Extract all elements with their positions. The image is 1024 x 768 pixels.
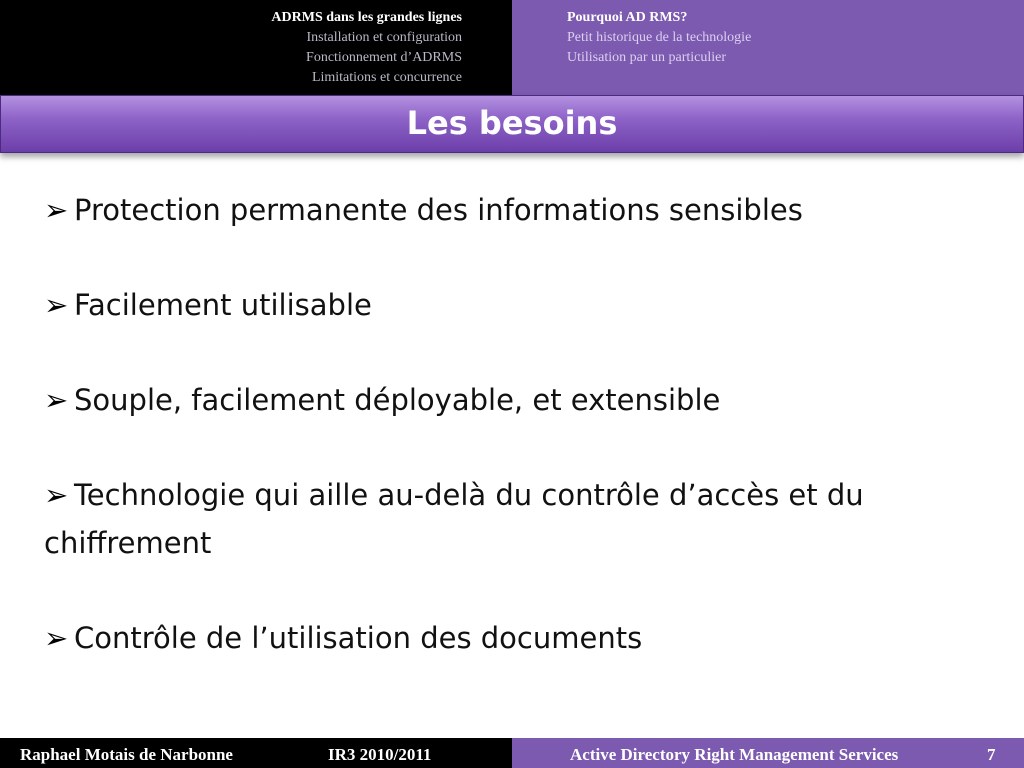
arrow-bullet-icon: ➢ — [44, 478, 69, 512]
bullet-item — [44, 186, 984, 234]
footer-author: Raphael Motais de Narbonne — [20, 745, 233, 764]
nav-panel-left — [0, 0, 512, 95]
slide-title: Les besoins — [406, 104, 618, 142]
nav-list-right — [567, 8, 751, 68]
bullet-item — [44, 376, 984, 424]
bullet-text: Technologie qui aille au-delà du contrôle d’accès et du chiffrement — [44, 478, 864, 560]
bullet-text: Souple, facilement déployable, et extensible — [74, 383, 721, 417]
nav-item-installation[interactable]: Installation et configuration — [306, 30, 462, 45]
footer-right — [512, 738, 1024, 768]
bullet-item — [44, 281, 984, 329]
nav-list-left — [271, 8, 462, 88]
slide-content — [44, 186, 984, 709]
nav-item-fonctionnement[interactable]: Fonctionnement d’ADRMS — [306, 50, 462, 65]
bullet-text: Facilement utilisable — [74, 288, 372, 322]
arrow-bullet-icon: ➢ — [44, 383, 69, 417]
footer-page-number: 7 — [987, 745, 996, 764]
nav-item-historique[interactable]: Petit historique de la technologie — [567, 30, 752, 45]
nav-item-limitations[interactable]: Limitations et concurrence — [311, 70, 462, 85]
bullet-text: Contrôle de l’utilisation des documents — [74, 621, 643, 655]
arrow-bullet-icon: ➢ — [44, 288, 69, 322]
footer-left — [0, 738, 512, 768]
arrow-bullet-icon: ➢ — [44, 621, 69, 655]
footer-class-year: IR3 2010/2011 — [328, 745, 432, 764]
bullet-item — [44, 614, 984, 662]
nav-item-adrms-overview[interactable]: ADRMS dans les grandes lignes — [271, 10, 462, 25]
nav-panel-right — [512, 0, 1024, 95]
arrow-bullet-icon: ➢ — [44, 193, 69, 227]
bullet-item — [44, 471, 984, 567]
bullet-text: Protection permanente des informations sensibles — [74, 193, 803, 227]
footer-subject: Active Directory Right Management Services — [570, 745, 899, 764]
nav-item-pourquoi[interactable]: Pourquoi AD RMS? — [567, 10, 688, 25]
slide-title-bar — [0, 95, 1024, 153]
nav-item-utilisation[interactable]: Utilisation par un particulier — [567, 50, 727, 65]
